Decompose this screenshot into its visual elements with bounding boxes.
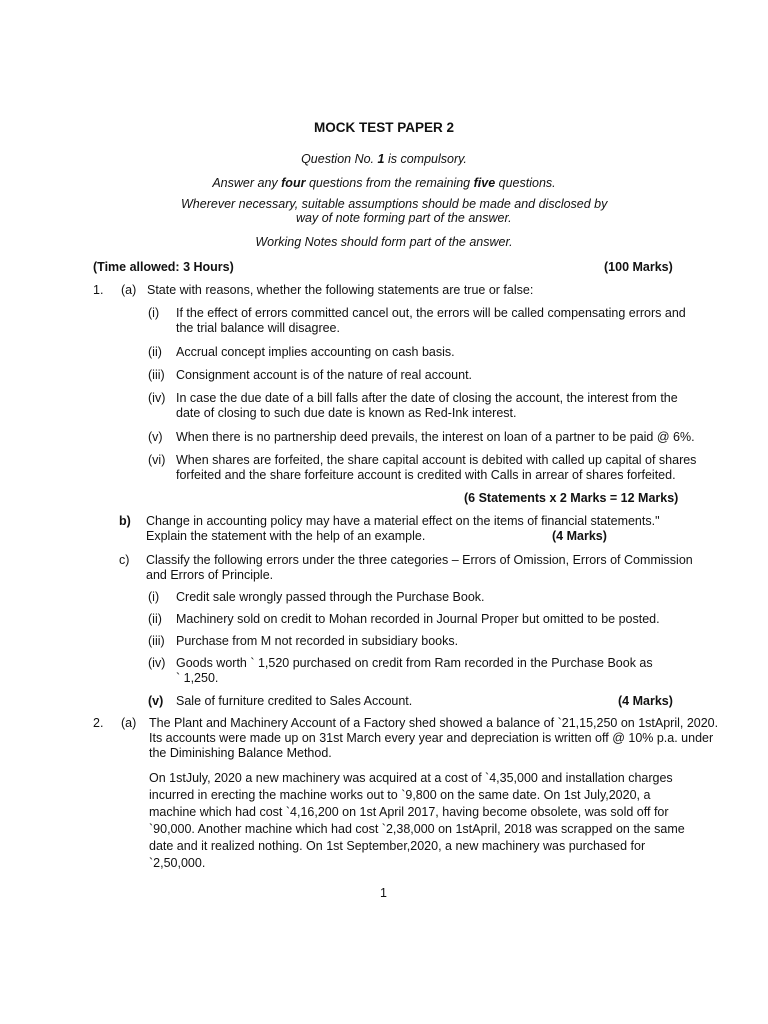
part-label: (a) <box>121 283 137 297</box>
question-number: 2. <box>93 716 104 730</box>
time-allowed: (Time allowed: 3 Hours) <box>93 260 234 274</box>
statement-label: (i) <box>148 306 160 320</box>
instruction-assumptions-line2: way of note forming part of the answer. <box>296 211 512 225</box>
page-number: 1 <box>380 886 387 900</box>
error-text: Purchase from M not recorded in subsidiary books. <box>176 634 459 648</box>
instruction-emphasis: five <box>473 176 496 190</box>
error-text: Machinery sold on credit to Mohan recorded in Journal Proper but omitted to be posted. <box>176 612 660 626</box>
part-label: b) <box>119 514 131 528</box>
part-c-text: and Errors of Principle. <box>146 568 274 582</box>
error-text: ` 1,250. <box>176 671 219 685</box>
marks-label: (6 Statements x 2 Marks = 12 Marks) <box>464 491 679 505</box>
marks-label: (4 Marks) <box>552 529 607 543</box>
q2-paragraph-line: The Plant and Machinery Account of a Factory shed showed a balance of `21,15,250 on 1stApril, 2020. <box>149 716 719 730</box>
part-b-text: Change in accounting policy may have a material effect on the items of financial statements." <box>146 514 660 528</box>
instruction-compulsory <box>0 152 768 166</box>
instruction-emphasis: four <box>281 176 306 190</box>
q2-paragraph-line: machine which had cost `4,16,200 on 1st April 2017, having become obsolete, was sold off for <box>149 805 669 819</box>
statement-text: forfeited and the share forfeiture account is credited with Calls in arrear of shares forfeited. <box>176 468 676 482</box>
statement-label: (iv) <box>148 391 166 405</box>
q2-paragraph-line: Its accounts were made up on 31st March every year and depreciation is written off @ 10% p.a. under <box>149 731 714 745</box>
question-number: 1. <box>93 283 104 297</box>
error-text: Goods worth ` 1,520 purchased on credit from Ram recorded in the Purchase Book as <box>176 656 653 670</box>
statement-label: (vi) <box>148 453 166 467</box>
part-c-text: Classify the following errors under the three categories – Errors of Omission, Errors of Commission <box>146 553 693 567</box>
statement-text: If the effect of errors committed cancel out, the errors will be called compensating errors and <box>176 306 686 320</box>
total-marks: (100 Marks) <box>604 260 673 274</box>
statement-text: the trial balance will disagree. <box>176 321 340 335</box>
part-b-text: Explain the statement with the help of an example. <box>146 529 426 543</box>
statement-label: (v) <box>148 430 163 444</box>
error-label: (ii) <box>148 612 162 626</box>
instruction-assumptions-line1: Wherever necessary, suitable assumptions should be made and disclosed by <box>181 197 608 211</box>
instruction-text: questions from the remaining <box>308 176 471 190</box>
marks-label: (4 Marks) <box>618 694 673 708</box>
q2-paragraph-line: `2,50,000. <box>149 856 206 870</box>
instruction-text: Answer any <box>212 176 278 190</box>
statement-text: Accrual concept implies accounting on cash basis. <box>176 345 455 359</box>
statement-label: (ii) <box>148 345 162 359</box>
statement-label: (iii) <box>148 368 165 382</box>
error-label: (iii) <box>148 634 165 648</box>
part-label: c) <box>119 553 130 567</box>
instruction-emphasis: 1 <box>377 152 385 166</box>
page-title: MOCK TEST PAPER 2 <box>313 120 455 135</box>
error-label: (i) <box>148 590 160 604</box>
statement-text: Consignment account is of the nature of real account. <box>176 368 473 382</box>
q2-paragraph-line: `90,000. Another machine which had cost `2,38,000 on 1stApril, 2018 was scrapped on the same <box>149 822 685 836</box>
statement-text: In case the due date of a bill falls after the date of closing the account, the interest from the <box>176 391 678 405</box>
instruction-text: is compulsory. <box>387 152 467 166</box>
q2-paragraph-line: incurred in erecting the machine works out to `9,800 on the same date. On 1st July,2020, a <box>149 788 651 802</box>
error-label: (iv) <box>148 656 166 670</box>
instruction-answer-any <box>0 176 768 190</box>
instruction-working-notes: Working Notes should form part of the answer. <box>255 235 513 249</box>
q2-paragraph-line: date and it realized nothing. On 1st September,2020, a new machinery was purchased for <box>149 839 646 853</box>
error-text: Sale of furniture credited to Sales Account. <box>176 694 413 708</box>
q2-paragraph-line: On 1stJuly, 2020 a new machinery was acquired at a cost of `4,35,000 and installation charges <box>149 771 673 785</box>
part-a-text: State with reasons, whether the following statements are true or false: <box>147 283 534 297</box>
part-label: (a) <box>121 716 137 730</box>
instruction-text: Question No. <box>301 152 375 166</box>
error-text: Credit sale wrongly passed through the Purchase Book. <box>176 590 485 604</box>
statement-text: date of closing to such due date is known as Red-Ink interest. <box>176 406 517 420</box>
error-label: (v) <box>148 694 164 708</box>
instruction-text: questions. <box>498 176 556 190</box>
statement-text: When shares are forfeited, the share capital account is debited with called up capital of shares <box>176 453 697 467</box>
q2-paragraph-line: the Diminishing Balance Method. <box>149 746 332 760</box>
statement-text: When there is no partnership deed prevails, the interest on loan of a partner to be paid @ 6%. <box>176 430 695 444</box>
